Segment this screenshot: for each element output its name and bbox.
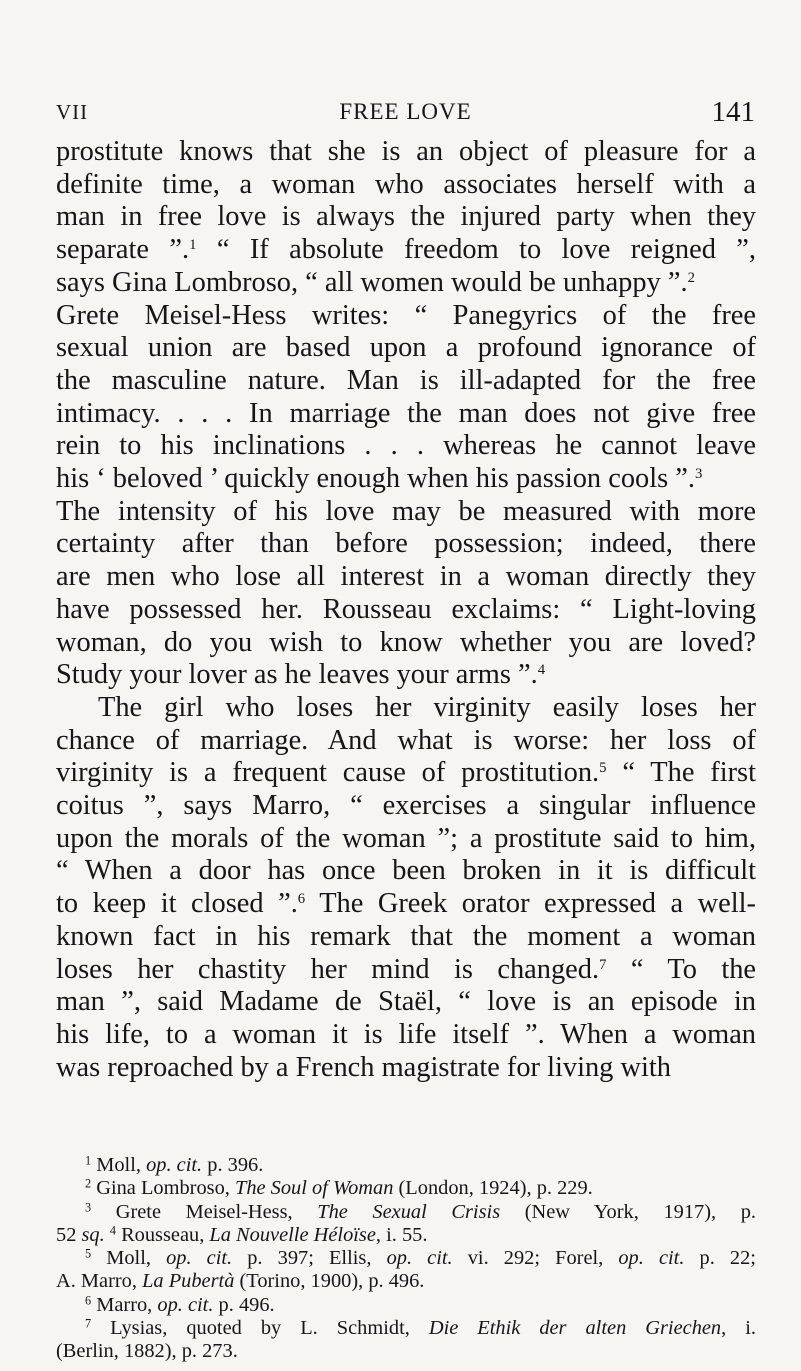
body-line — [56, 398, 756, 431]
text-run: coitus ”, says Marro, “ exercises a singular influence — [56, 790, 756, 822]
text-run: The Greek orator expressed a well- — [305, 888, 756, 920]
footnote-marker: 1 — [85, 1153, 92, 1168]
footnote-marker: 1 — [189, 237, 197, 254]
text-run: was reproached by a French magistrate for living with — [56, 1051, 671, 1083]
italic-text: op. cit. — [166, 1247, 233, 1270]
body-line — [56, 659, 756, 692]
text-run: separate ”. — [56, 234, 190, 266]
text-run: his life, to a woman it is life itself ”. When a woman — [56, 1018, 756, 1050]
text-run: The intensity of his love may be measured with more — [56, 495, 756, 527]
body-line — [56, 430, 756, 463]
italic-text: op. cit. — [386, 1247, 453, 1270]
body-line — [56, 234, 756, 267]
text-run: virginity is a frequent cause of prostitution. — [56, 757, 600, 789]
body-line — [56, 594, 756, 627]
body-line — [56, 627, 756, 660]
italic-text: La Pubertà — [142, 1270, 235, 1293]
text-run: “ To the — [606, 953, 757, 985]
text-run: Rousseau, — [115, 1223, 210, 1246]
italic-text: op. cit. — [157, 1293, 214, 1316]
italic-text: sq. — [81, 1223, 105, 1246]
text-run: definite time, a woman who associates herself with a — [56, 168, 756, 200]
text-run: Grete Meisel-Hess writes: “ Panegyrics of the free — [56, 299, 756, 331]
text-run: woman, do you wish to know whether you are loved? — [56, 626, 756, 658]
text-run: rein to his inclinations . . . whereas he cannot leave — [56, 430, 756, 462]
body-line — [56, 365, 756, 398]
text-run: “ When a door has once been broken in it is difficult — [56, 855, 756, 887]
text-run: have possessed her. Rousseau exclaims: “ Light-loving — [56, 593, 756, 625]
italic-text: La Nouvelle Héloïse — [209, 1223, 376, 1246]
text-run: vi. 292; Forel, — [452, 1247, 619, 1270]
chapter-number: VII — [56, 100, 89, 124]
text-run: Lysias, quoted by L. Schmidt, — [91, 1317, 429, 1340]
text-run: are men who lose all interest in a woman directly they — [56, 561, 756, 593]
body-line — [56, 692, 756, 725]
body-line — [56, 463, 756, 496]
body-line — [56, 528, 756, 561]
body-line — [56, 888, 756, 921]
text-run: (Torino, 1900), p. 496. — [234, 1270, 425, 1293]
text-run: upon the morals of the woman ”; a prostitute said to him, — [56, 822, 756, 854]
footnote-marker: 7 — [599, 956, 607, 973]
footnote-line — [56, 1340, 756, 1363]
footnote-marker: 3 — [85, 1199, 92, 1214]
text-run: 52 — [56, 1223, 82, 1246]
body-line — [56, 1052, 756, 1085]
footnotes — [56, 1154, 756, 1364]
text-run: , i. — [721, 1317, 756, 1340]
text-run: The girl who loses her virginity easily loses her — [98, 691, 756, 723]
footnote-line — [56, 1224, 756, 1247]
text-run: p. 397; Ellis, — [232, 1247, 387, 1270]
footnote-line — [56, 1154, 756, 1177]
text-run: “ The first — [606, 757, 756, 789]
text-run: his ‘ beloved ’ quickly enough when his passion cools ”. — [56, 463, 695, 495]
footnote-marker: 2 — [85, 1176, 92, 1191]
footnote-line — [56, 1177, 756, 1200]
text-run: known fact in his remark that the moment a woman — [56, 920, 756, 952]
text-run: , i. 55. — [375, 1223, 428, 1246]
footnote-marker: 7 — [85, 1316, 92, 1331]
italic-text: op. cit. — [146, 1154, 203, 1176]
footnote-marker: 5 — [85, 1246, 92, 1261]
page-header — [56, 92, 755, 132]
body-line — [56, 757, 756, 790]
footnote-line — [56, 1270, 756, 1293]
text-run: Moll, — [91, 1154, 147, 1176]
text-run: “ If absolute freedom to love reigned ”, — [196, 234, 756, 266]
body-line — [56, 986, 756, 1019]
text-run: certainty after than before possession; indeed, there — [56, 528, 756, 560]
running-title: FREE LOVE — [339, 99, 472, 124]
italic-text: op. cit. — [618, 1247, 685, 1270]
text-run: prostitute knows that she is an object of pleasure for a — [56, 136, 756, 167]
text-run: man ”, said Madame de Staël, “ love is an episode in — [56, 986, 756, 1018]
text-run: p. 496. — [213, 1293, 275, 1316]
footnote-marker: 2 — [687, 269, 695, 286]
footnote-line — [56, 1294, 756, 1317]
body-line — [56, 332, 756, 365]
body-line — [56, 136, 756, 169]
italic-text: Die Ethik der alten Griechen — [428, 1317, 722, 1340]
footnote-marker: 4 — [109, 1223, 116, 1238]
footnote-marker: 3 — [694, 466, 703, 483]
text-run: Grete Meisel-Hess, — [91, 1200, 318, 1223]
text-run: (Berlin, 1882), p. 273. — [56, 1340, 238, 1363]
body-line — [56, 496, 756, 529]
body-line — [56, 725, 756, 758]
body-line — [56, 300, 756, 333]
body-line — [56, 855, 756, 888]
page-number: 141 — [711, 96, 755, 128]
text-run: (London, 1924), p. 229. — [393, 1177, 593, 1200]
body-line — [56, 823, 756, 856]
text-run: loses her chastity her mind is changed. — [56, 953, 600, 985]
body-line — [56, 561, 756, 594]
footnote-line — [56, 1201, 756, 1224]
body-line — [56, 201, 756, 234]
footnote-marker: 5 — [599, 760, 607, 777]
text-run: Gina Lombroso, — [91, 1177, 235, 1200]
text-run: Study your lover as he leaves your arms ”. — [56, 659, 538, 691]
text-run: the masculine nature. Man is ill-adapted for the free — [56, 364, 756, 396]
italic-text: The Sexual Crisis — [317, 1200, 501, 1223]
text-run: says Gina Lombroso, “ all women would be unhappy ”. — [56, 266, 688, 298]
body-line — [56, 921, 756, 954]
text-run: (New York, 1917), p. — [500, 1200, 757, 1223]
footnote-line — [56, 1317, 756, 1340]
body-text — [56, 136, 756, 1084]
footnote-marker: 4 — [537, 662, 546, 679]
text-run: Marro, — [91, 1293, 158, 1316]
italic-text: The Soul of Woman — [234, 1177, 394, 1200]
text-run: A. Marro, — [56, 1270, 143, 1293]
text-run: chance of marriage. And what is worse: her loss of — [56, 724, 756, 756]
text-run: p. 396. — [202, 1154, 264, 1176]
body-line — [56, 267, 756, 300]
body-line — [56, 1019, 756, 1052]
footnote-line — [56, 1247, 756, 1270]
text-run: sexual union are based upon a profound ignorance of — [56, 332, 756, 364]
text-run: intimacy. . . . In marriage the man does not give free — [56, 397, 756, 429]
body-line — [56, 169, 756, 202]
footnote-marker: 6 — [85, 1293, 92, 1308]
text-run: man in free love is always the injured party when they — [56, 201, 756, 233]
body-line — [56, 954, 756, 987]
footnote-marker: 6 — [297, 891, 306, 908]
text-run: Moll, — [91, 1247, 167, 1270]
text-run: to keep it closed ”. — [56, 888, 298, 920]
body-line — [56, 790, 756, 823]
text-run: p. 22; — [684, 1247, 756, 1270]
